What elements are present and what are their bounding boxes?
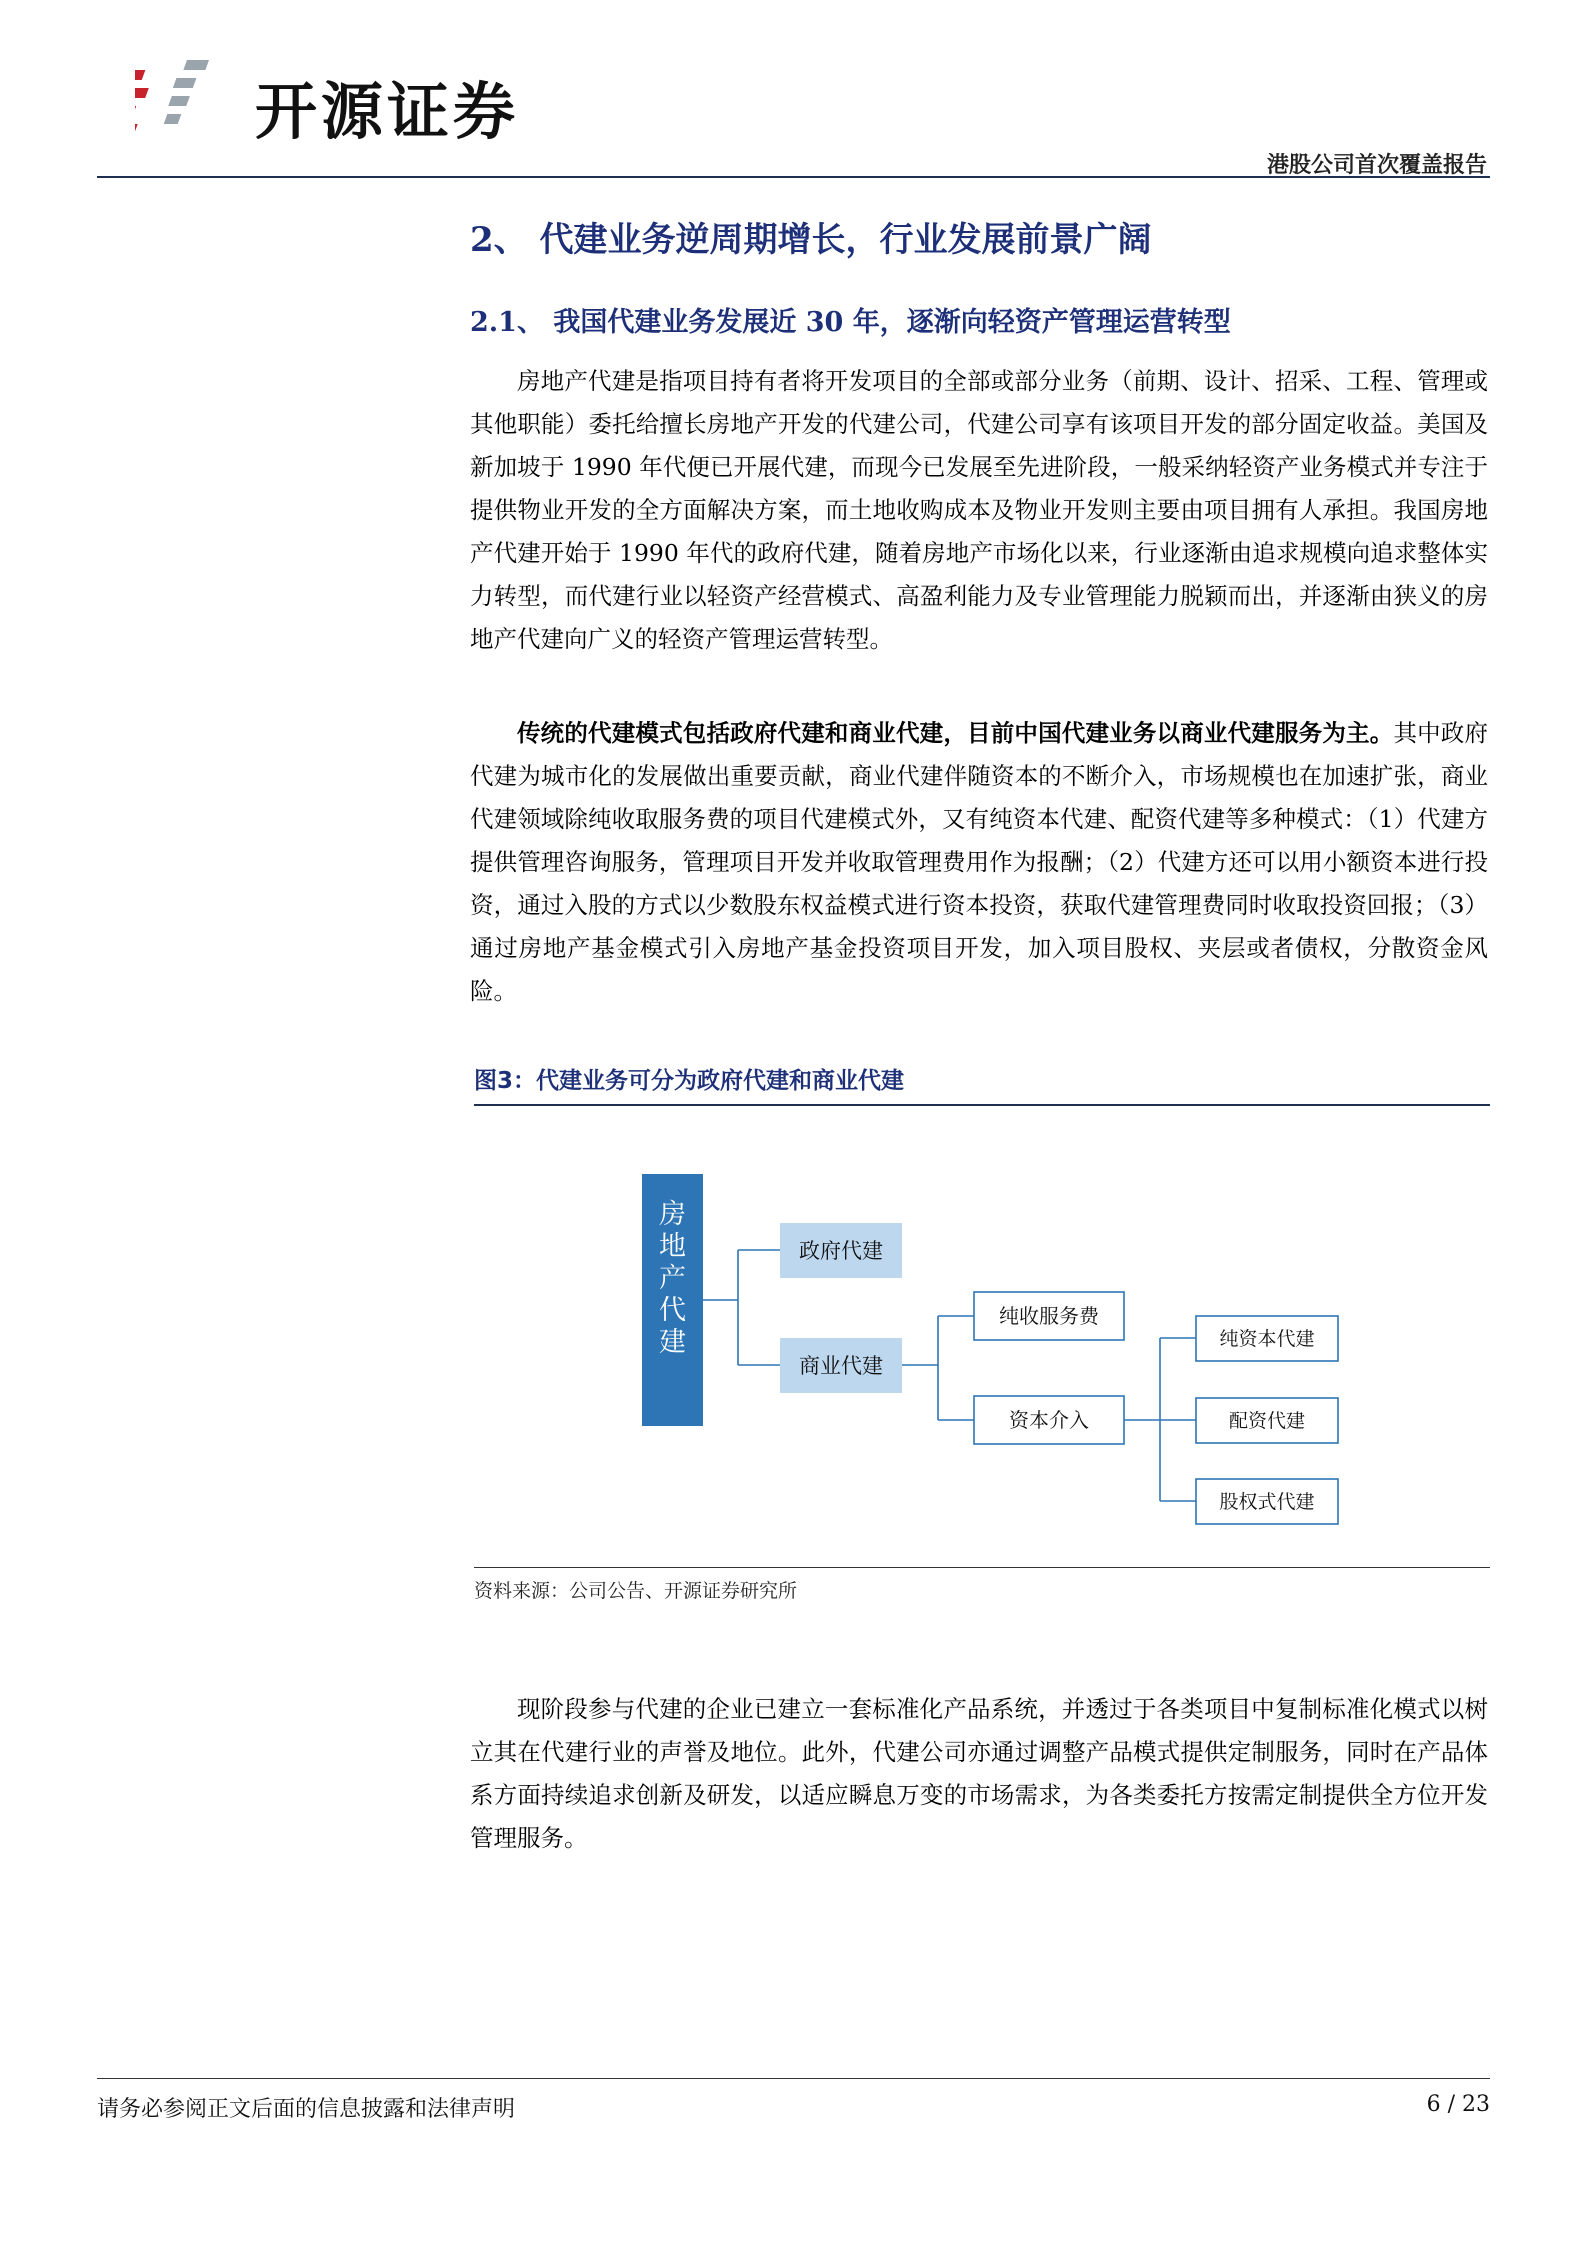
kaiyuan-logo-icon <box>135 60 235 140</box>
service-fee-label: 纯收服务费 <box>999 1304 1099 1328</box>
paragraph-2 <box>470 712 1488 1013</box>
capital-intervention-label: 资本介入 <box>1009 1408 1089 1432</box>
figure-top-rule <box>474 1104 1490 1106</box>
diagram-connectors <box>703 1250 1196 1501</box>
footer-divider <box>97 2078 1490 2079</box>
root-char: 代 <box>659 1295 686 1326</box>
subsection-heading: 2.1、 我国代建业务发展近 30 年，逐渐向轻资产管理运营转型 <box>470 307 1231 338</box>
root-char: 建 <box>659 1327 686 1358</box>
header-divider <box>97 176 1490 178</box>
paragraph-2-bold-lead: 传统的代建模式包括政府代建和商业代建，目前中国代建业务以商业代建服务为主。 <box>517 719 1394 747</box>
equity-construction-label: 股权式代建 <box>1219 1491 1315 1513</box>
page-number: 6 / 23 <box>1426 2092 1490 2117</box>
paragraph-3: 现阶段参与代建的企业已建立一套标准化产品系统，并透过于各类项目中复制标准化模式以树立其在代建行业的声誉及地位。此外，代建公司亦通过调整产品模式提供定制服务，同时在产品体系方面持续追求创新及研发，以适应瞬息万变的市场需求，为各类委托方按需定制提供全方位开发管理服务。 <box>470 1695 1488 1852</box>
figure-source: 资料来源：公司公告、开源证券研究所 <box>474 1580 798 1602</box>
structure-diagram <box>620 1150 1380 1530</box>
commercial-construction-label: 商业代建 <box>799 1354 883 1378</box>
paragraph-1: 房地产代建是指项目持有者将开发项目的全部或部分业务（前期、设计、招采、工程、管理或其他职能）委托给擅长房地产开发的代建公司，代建公司享有该项目开发的部分固定收益。美国及新加坡于 1990 年代便已开展代建，而现今已发展至先进阶段，一般采纳轻资产业务模式并专注于提供物业开发的全方面解决方案，而土地收购成本及物业开发则主要由项目拥有人承担。我国房地产代建开始于 1990 年代的政府代建，随着房地产市场化以来，行业逐渐由追求规模向追求整体实力转型，而代建行业以轻资产经营模式、高盈利能力及专业管理能力脱颖而出，并逐渐由狭义的房地产代建向广义的轻资产管理运营转型。 <box>470 367 1488 653</box>
report-type-label: 港股公司首次覆盖报告 <box>1266 152 1487 178</box>
section-heading: 2、 代建业务逆周期增长，行业发展前景广阔 <box>470 220 1152 260</box>
root-char: 房 <box>659 1199 686 1230</box>
matched-capital-label: 配资代建 <box>1228 1410 1306 1432</box>
figure-bottom-rule <box>474 1567 1490 1568</box>
gov-construction-label: 政府代建 <box>799 1239 883 1263</box>
root-char: 产 <box>659 1263 686 1294</box>
footer-disclaimer: 请务必参阅正文后面的信息披露和法律声明 <box>97 2097 516 2122</box>
root-char: 地 <box>659 1231 686 1262</box>
figure-title: 图3：代建业务可分为政府代建和商业代建 <box>474 1068 905 1094</box>
paragraph-2-body: 其中政府代建为城市化的发展做出重要贡献，商业代建伴随资本的不断介入，市场规模也在加速扩张，商业代建领域除纯收取服务费的项目代建模式外，又有纯资本代建、配资代建等多种模式：（1）代建方提供管理咨询服务，管理项目开发并收取管理费用作为报酬；（2）代建方还可以用小额资本进行投资，通过入股的方式以少数股东权益模式进行资本投资，获取代建管理费同时收取投资回报；（3）通过房地产基金模式引入房地产基金投资项目开发，加入项目股权、夹层或者债权，分散资金风险。 <box>470 719 1488 1005</box>
pure-capital-label: 纯资本代建 <box>1219 1328 1315 1350</box>
brand-name: 开源证券 <box>255 75 520 148</box>
